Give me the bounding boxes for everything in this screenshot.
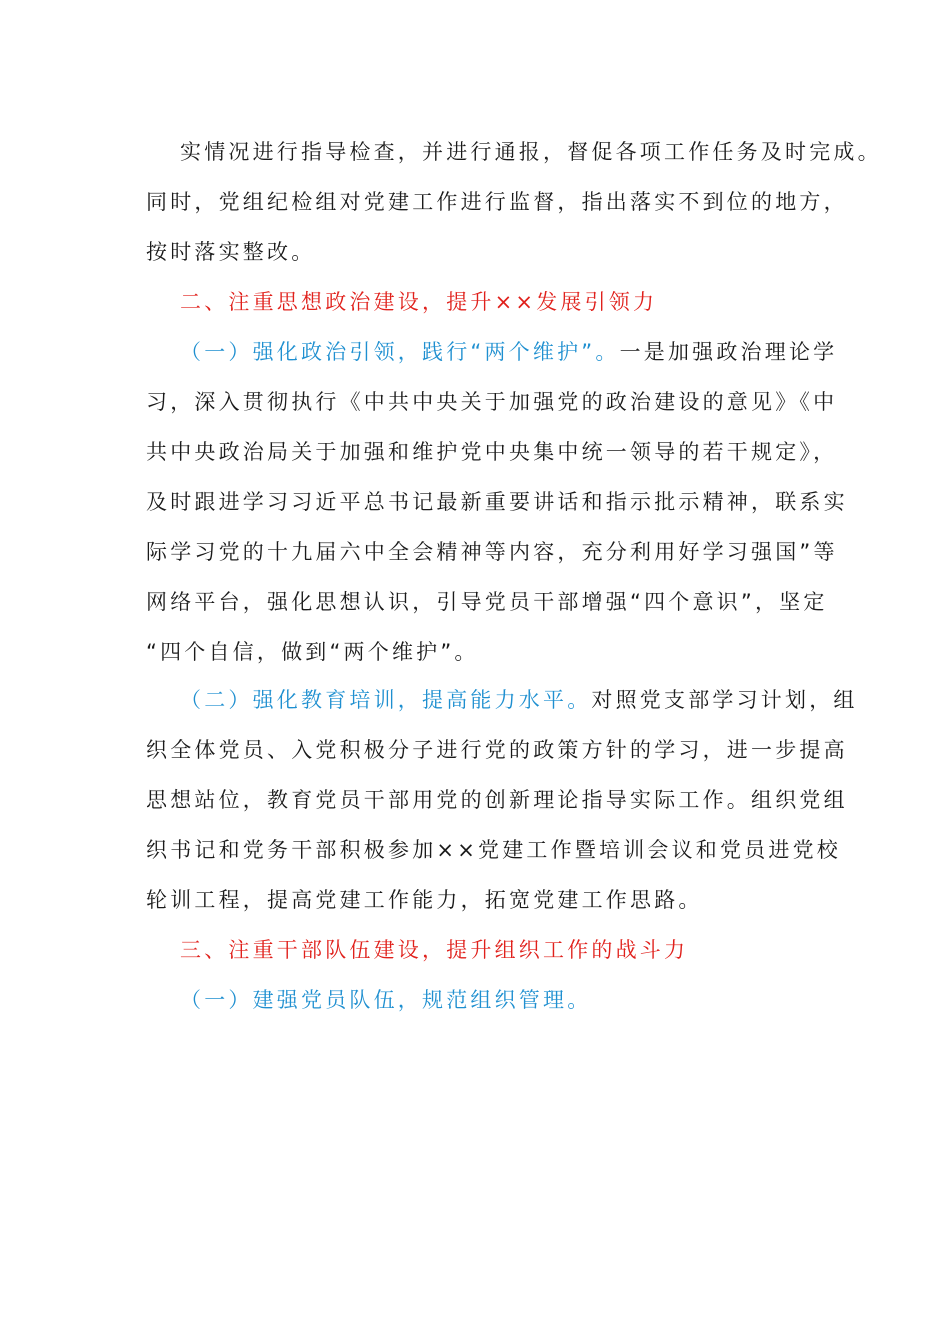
body-line: 按时落实整改。	[146, 240, 316, 264]
body-line: 同时，党组纪检组对党建工作进行监督，指出落实不到位的地方，	[146, 190, 848, 214]
body-line: 际学习党的十九届六中全会精神等内容，充分利用好学习强国”等	[146, 540, 838, 564]
body-line: 思想站位，教育党员干部用党的创新理论指导实际工作。组织党组	[146, 788, 848, 812]
subheading-2-1: （一）强化政治引领，践行“两个维护”。	[180, 340, 620, 364]
subsection-first-line	[180, 686, 858, 714]
body-line: 轮训工程，提高党建工作能力，拓宽党建工作思路。	[146, 888, 703, 912]
body-line: 及时跟进学习习近平总书记最新重要讲话和指示批示精神，联系实	[146, 490, 848, 514]
section-heading-3: 三、注重干部队伍建设，提升组织工作的战斗力	[180, 938, 689, 962]
body-line: 织全体党员、入党积极分子进行党的政策方针的学习，进一步提高	[146, 738, 848, 762]
body-line: 织书记和党务干部积极参加××党建工作暨培训会议和党员进党校	[146, 838, 841, 862]
body-text: 对照党支部学习计划，组	[591, 688, 858, 712]
body-line: 网络平台，强化思想认识，引导党员干部增强“四个意识”，坚定	[146, 590, 828, 614]
body-line: “四个自信，做到“两个维护”。	[146, 640, 479, 664]
subsection-first-line	[180, 338, 837, 366]
subheading-2-2: （二）强化教育培训，提高能力水平。	[180, 688, 592, 712]
body-line: 实情况进行指导检查，并进行通报，督促各项工作任务及时完成。	[180, 140, 882, 164]
body-line: 共中央政治局关于加强和维护党中央集中统一领导的若干规定》，	[146, 440, 838, 464]
body-text: 一是加强政治理论学	[619, 340, 838, 364]
subheading-3-1: （一）建强党员队伍，规范组织管理。	[180, 988, 592, 1012]
section-heading-2: 二、注重思想政治建设，提升××发展引领力	[180, 290, 658, 314]
body-line: 习，深入贯彻执行《中共中央关于加强党的政治建设的意见》《中	[146, 390, 838, 414]
